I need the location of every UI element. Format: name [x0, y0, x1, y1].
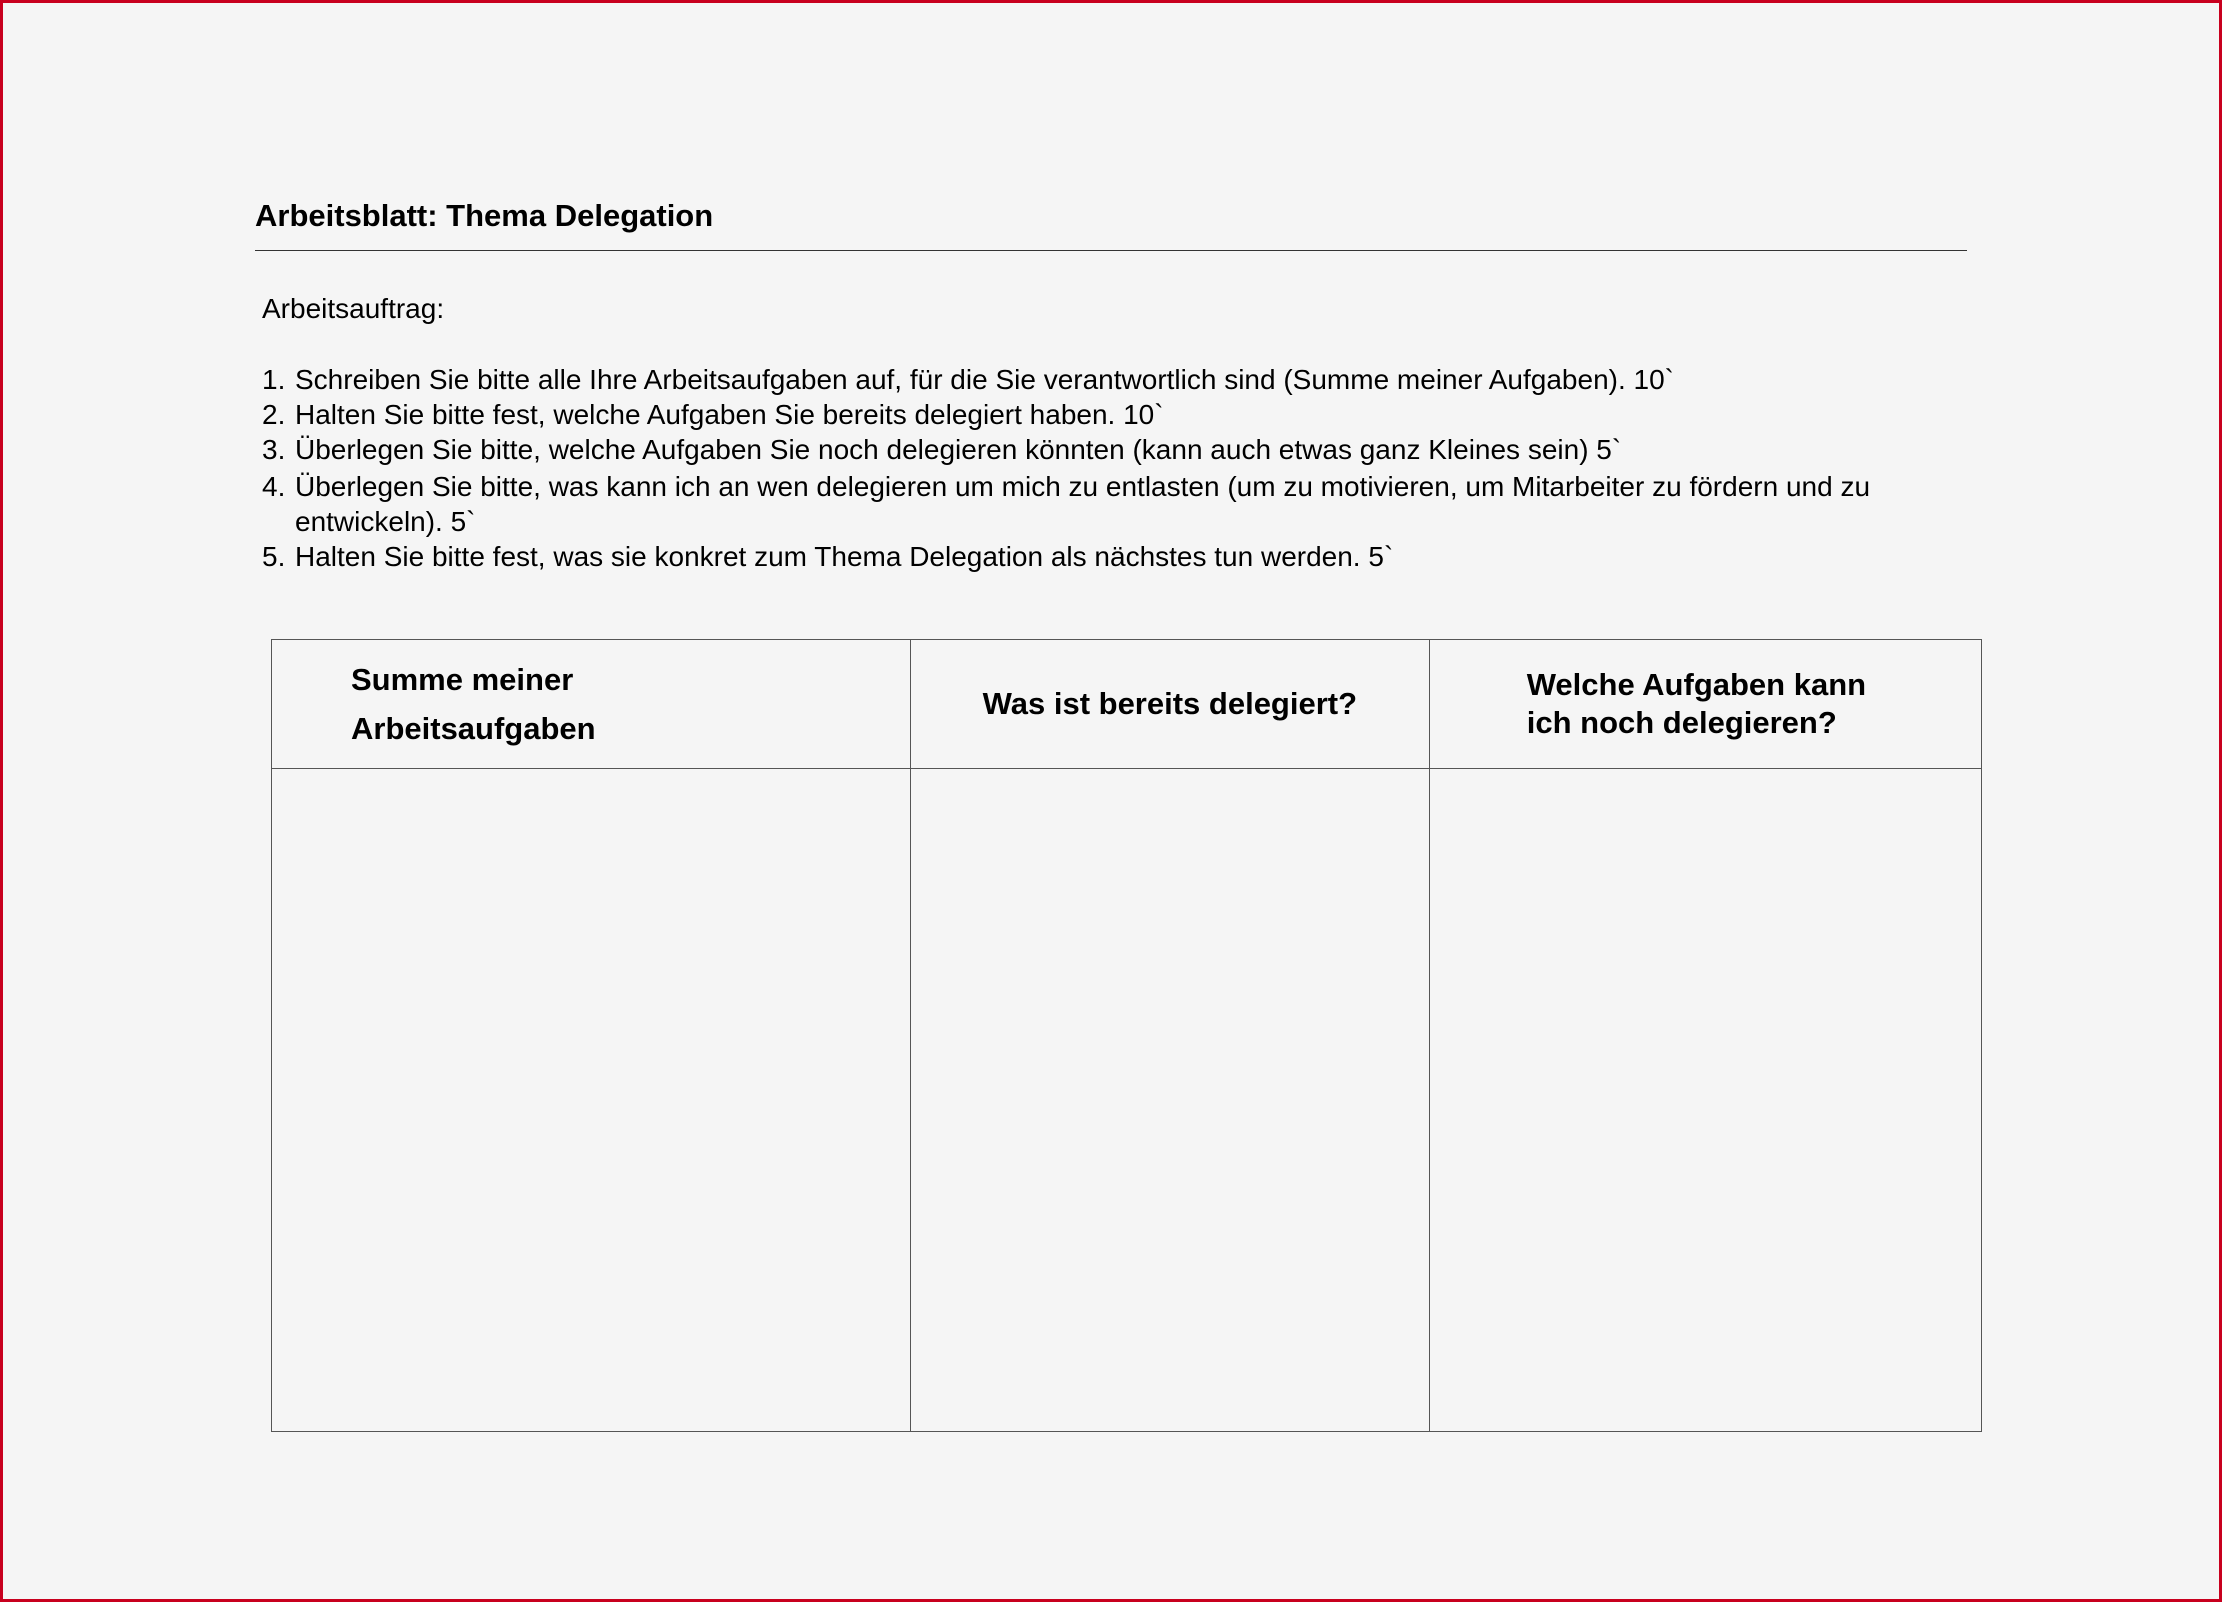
instruction-text: Halten Sie bitte fest, was sie konkret zum Thema Delegation als nächstes tun werden. 5`	[295, 541, 1394, 572]
instruction-number: 2.	[262, 399, 286, 430]
instruction-number: 4.	[262, 471, 286, 502]
answer-cell-noch-delegieren[interactable]	[1429, 769, 1981, 1432]
worksheet-title: Arbeitsblatt: Thema Delegation	[255, 198, 714, 233]
table-answer-row	[272, 769, 1982, 1432]
instruction-list	[262, 362, 1982, 574]
header-summe-arbeitsaufgaben	[272, 640, 911, 769]
header-bereits-delegiert	[910, 640, 1429, 769]
header-line: Arbeitsaufgaben	[351, 711, 596, 746]
header-noch-delegieren	[1429, 640, 1981, 769]
instruction-number: 1.	[262, 364, 286, 395]
instruction-item	[262, 362, 1982, 397]
instruction-text: Halten Sie bitte fest, welche Aufgaben Sie bereits delegiert haben. 10`	[295, 399, 1164, 430]
title-divider	[255, 250, 1967, 251]
instruction-item	[262, 432, 1982, 467]
instruction-text: Überlegen Sie bitte, welche Aufgaben Sie noch delegieren könnten (kann auch etwas ganz Kleines sein) 5`	[295, 434, 1622, 465]
table-header-row	[272, 640, 1982, 769]
header-line: Summe meiner	[351, 662, 574, 697]
answer-cell-summe[interactable]	[272, 769, 911, 1432]
header-line: Welche Aufgaben kann	[1526, 667, 1867, 702]
header-line: ich noch delegieren?	[1526, 705, 1837, 740]
answer-cell-delegiert[interactable]	[910, 769, 1429, 1432]
instruction-number: 3.	[262, 434, 286, 465]
worksheet-table	[271, 639, 1982, 1432]
instruction-item	[262, 397, 1982, 432]
instruction-item	[262, 469, 1982, 539]
instruction-text: Schreiben Sie bitte alle Ihre Arbeitsaufgaben auf, für die Sie verantwortlich sind (Summe meiner Aufgaben). 10`	[295, 364, 1674, 395]
header-line: Was ist bereits delegiert?	[982, 686, 1358, 721]
task-label: Arbeitsauftrag:	[262, 293, 445, 324]
instruction-item	[262, 539, 1982, 574]
instruction-number: 5.	[262, 541, 286, 572]
instruction-text: Überlegen Sie bitte, was kann ich an wen delegieren um mich zu entlasten (um zu motivieren, um Mitarbeiter zu fördern und zu entwickeln). 5`	[295, 471, 1871, 537]
